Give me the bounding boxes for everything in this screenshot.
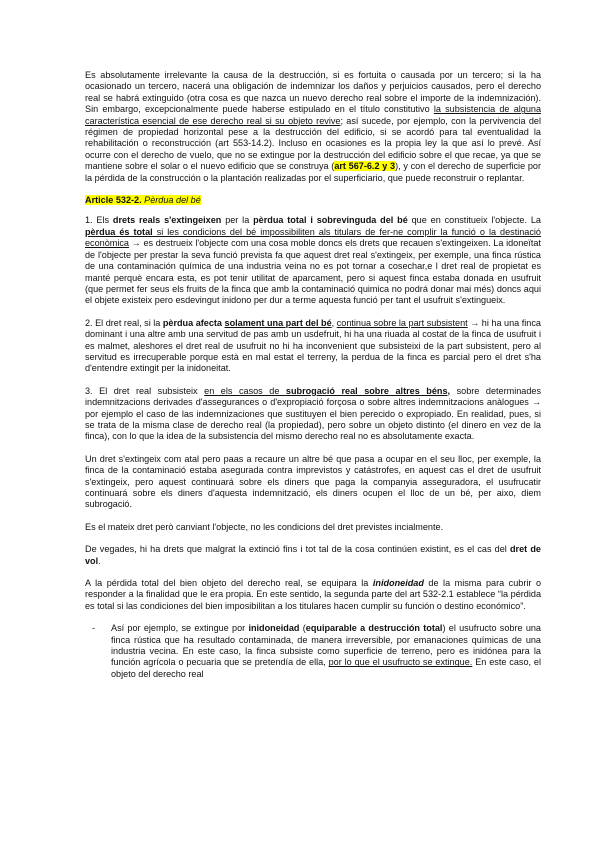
highlighted-reference: art 567-6.2 y 3	[334, 161, 396, 172]
text-run: ) el usufructo sobre una finca rústica que ha resultado contaminada, de manera irreversible, por emanaciones químicas de una industria vecina. En este caso, la finca subsiste como superficie de terreno, pero es inidónea para la función agrícola o pecuaria que se pretendía de ella,	[111, 623, 541, 668]
bullet-dash: -	[92, 623, 96, 634]
text-run: (	[299, 623, 306, 634]
text-run: de la misma para cubrir o responder a la finalidad que le era propia. En este sentido, la segunda parte del art 532-2.1 establece “la pérdida es total si las condiciones del bien imposibilitan a los titulares hacen cumplir su función o destino económico”.	[85, 578, 542, 611]
underlined-text: la subsistencia de alguna característica esencial de ese derecho real si su objeto revive	[85, 104, 541, 126]
text-run: → es destrueix l'objecte com una cosa moble doncs els drets que recauen s'extingeixen. La idoneïtat de l'objecte per prestar la seva funció prevista fa que aquest dret real s'extingeix, per exemple, una finca rústica de una contaminación química de una industria veina no es pot tornar a cosechar,e l dret real de propietat es manté perquè encara esta, es pot tenir utilitat de aparcament, pero si aquest finca estaba donada en usufruit (que permet fer seus els fruits de la finca que amb la contaminació quimica no podrá donar mai més) doncs aqui el objete existeix pero esdevingut inidono per dur a terme aquesta funció per tant el usufruit s'extingueix.	[85, 238, 541, 306]
bold-text: inidoneidad	[248, 623, 300, 634]
paragraph-3	[85, 386, 541, 443]
paragraph-5: Es el mateix dret però canviant l'objecte, no les condicions del dret previstes incialmente.	[85, 521, 444, 532]
text-run: 3. El dret real subsisteix	[85, 385, 205, 396]
bold-underlined-text: solament una part del bé	[224, 317, 332, 328]
text-run: ; así sucede, por ejemplo, con la pervivencia del régimen de propiedad horizontal pese a la destrucción del edificio, si se acordó para tal eventualidad la rehabilitación o reconstrucción (art 553-14.2). Incluso en ocasiones es la propia ley la que así lo prevé. Así ocurre con el derecho de vuelo, que no se extingue por la destrucción del edificio sobre el que recae, ya que se mantiene sobre el solar o el nuevo edificio que se construya (	[85, 115, 542, 172]
document-body	[85, 70, 541, 691]
paragraph-1	[85, 215, 541, 306]
article-heading	[85, 195, 541, 206]
bold-underlined-text: pèrdua és total	[85, 226, 153, 237]
text-run: que en constitueix l'objecte. La	[407, 215, 541, 226]
text-run: ,	[331, 317, 337, 328]
text-run: .	[98, 555, 101, 566]
text-run: 1. Els	[85, 215, 113, 226]
text-run: Es absolutamente irrelevante la causa de la destrucción, si es fortuita o causada por un tercero; si la ha ocasionado un tercero, nacerá una obligación de indemnizar los daños y perjuicios causados, pero el derecho real se habrá extinguido (otra cosa es que nazca un nuevo derecho real sobre el importe de la indemnización). Sin embargo, excepcionalmente puede haberse estipulado en el título constitutivo	[85, 70, 541, 115]
text-run: → hi ha una finca dominant i una altre amb una servitud de pas amb un usdefruit, hi ha una riuada al costat de la finca de usufruit i es malmet, aleshores el dret real de usufruit no hi ha inconvenient que subsisteixi de la part subsistent, pero al servitud es irrecuperable porque està en mal estat el terreny, la perdua de la finca es parcial pero el dret s'ha d'entendre extingit per la inidoneitat.	[85, 317, 541, 374]
bold-text: pèrdua total i sobrevinguda del bé	[253, 215, 408, 226]
text-run: En este caso, el objeto del derecho real	[111, 657, 541, 679]
paragraph-7	[85, 578, 541, 612]
paragraph-6	[85, 544, 541, 567]
text-run: per la	[221, 215, 254, 226]
bold-italic-text: inidoneidad	[372, 578, 424, 589]
text-run: ), y con el derecho de superficie por la pérdida de la construcción o la plantación realizadas por el superficiario, que puede reconstruir o replantar.	[85, 161, 541, 183]
text-run: De vegades, hi ha drets que malgrat la extinció fins i tot tal de la cosa continúen existint, es el cas del	[85, 544, 510, 555]
article-title: Pèrdua del bé	[144, 195, 201, 206]
underlined-text: por lo que el usufructo se extingue.	[328, 657, 473, 668]
paragraph-2	[85, 318, 541, 375]
bold-text: pèrdua afecta	[162, 317, 222, 328]
bold-underlined-text: subrogació real sobre altres béns,	[285, 385, 451, 396]
underlined-text: continua sobre la part subsistent	[336, 317, 468, 328]
text-run: A la pérdida total del bien objeto del derecho real, se equipara la	[85, 578, 373, 589]
bold-text: equiparable a destrucción total	[305, 623, 443, 634]
underlined-text: si les condicions del bé impossibiliten als titulars de fer-ne complir la funció o la destinació econòmica	[85, 226, 541, 249]
article-number: Article 532-2.	[85, 195, 142, 206]
bullet-item	[85, 623, 541, 680]
text-run: sobre determinades indemnitzacions derivades d'assegurances o d'expropiació forçosa o sobre altres indemnitzacions anàlogues → por ejemplo el caso de las indemnizaciones que sustituyen el bien perecido o expropiado. En realidad, pues, si se trata de la misma clase de derecho real (la propiedad), pero sobre un objeto distinto (el dinero en vez de la finca), con lo que la idea de la subsistencia del mismo derecho real no es absolutamente exacta.	[85, 385, 541, 442]
text-run: Así por ejemplo, se extingue por	[111, 623, 249, 634]
bold-text: dret de vol	[85, 544, 541, 566]
paragraph-4: Un dret s'extingeix com atal pero paas a recaure un altre bé que pasa a ocupar en el seu lloc, per exemple, la finca de la contaminació estaba asegurada contra imprevistos y catástrofes, en aquest cas el dret de usufruit s'extingeix, pero aquest continuará sobre els diners que paga la companyia asseguradora, el usufrucatir continuará sobre els diners d'aquesta indemnització, els diners ocupen el lloc de un bé, per aixo, diem subrogació.	[85, 453, 541, 510]
bold-text: drets reals s'extingeixen	[112, 215, 222, 226]
intro-paragraph	[85, 70, 541, 184]
text-run: 2. El dret real, si la	[85, 317, 163, 328]
underlined-text: en els casos de	[204, 385, 286, 396]
